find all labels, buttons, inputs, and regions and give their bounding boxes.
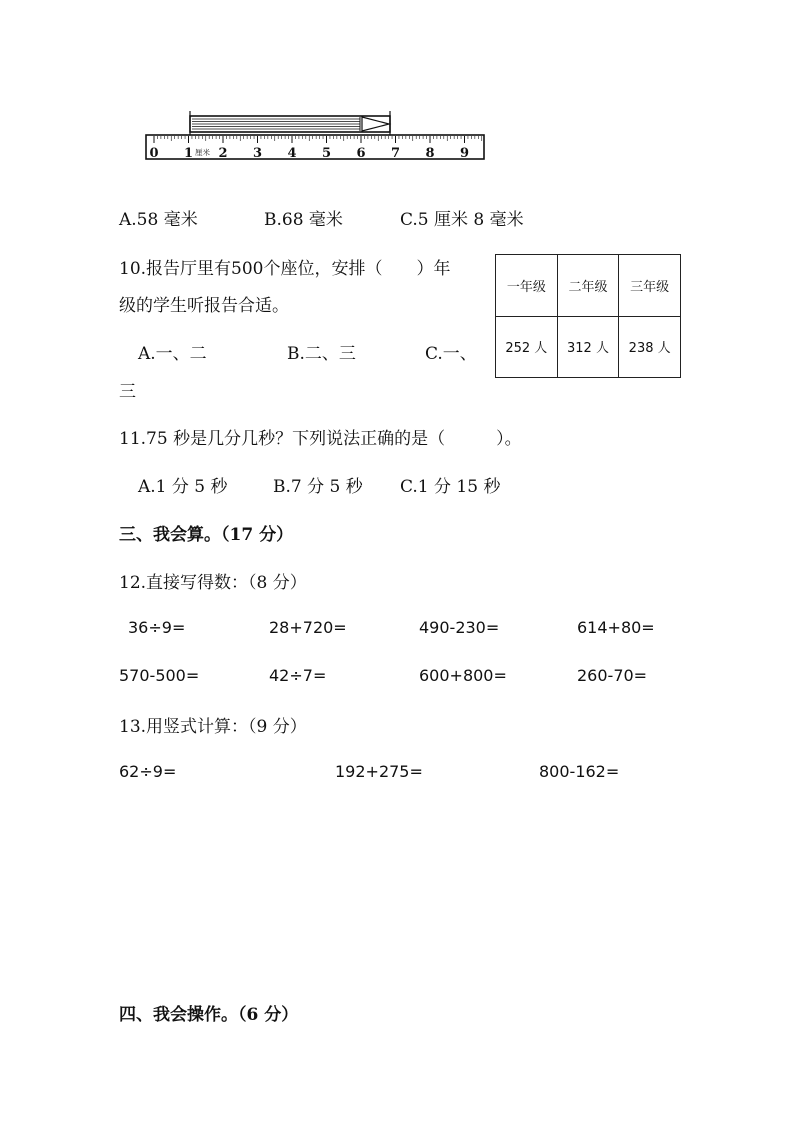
ruler-number: 5 — [321, 146, 332, 161]
ruler-number: 0 — [149, 146, 159, 161]
q12-item: 28+720= — [269, 618, 347, 637]
grade-value-2: 312 人 — [557, 316, 619, 378]
q9-option-c: C.5 厘米 8 毫米 — [400, 210, 524, 230]
grade-table — [495, 254, 681, 378]
ruler-unit-label: 厘米 — [195, 148, 210, 157]
q10-option-a: A.一、二 — [138, 344, 207, 364]
grade-value-1: 252 人 — [496, 316, 558, 378]
q12-item: 600+800= — [419, 666, 507, 685]
q10-option-c: C.一、 — [425, 344, 477, 364]
q10-question-line2: 级的学生听报告合适。 — [119, 296, 289, 316]
grade-header-2: 二年级 — [557, 255, 619, 317]
grade-header-1: 一年级 — [496, 255, 558, 317]
q10-option-b: B.二、三 — [287, 344, 356, 364]
grade-value-3: 238 人 — [619, 316, 681, 378]
section-4-title: 四、我会操作。（6 分） — [119, 1005, 299, 1025]
q12-item: 490-230= — [419, 618, 500, 637]
q12-item: 36÷9= — [128, 618, 186, 637]
q13-item: 192+275= — [335, 762, 423, 781]
ruler-number: 1 — [183, 146, 194, 161]
ruler-number: 9 — [459, 146, 470, 161]
q13-title: 13.用竖式计算：（9 分） — [119, 717, 307, 737]
q10-option-c-continued: 三 — [119, 382, 136, 402]
ruler-number: 7 — [390, 146, 401, 161]
ruler-number: 3 — [252, 146, 263, 161]
ruler-number: 6 — [356, 146, 366, 161]
q11-option-c: C.1 分 15 秒 — [400, 477, 501, 497]
q9-option-b: B.68 毫米 — [264, 210, 343, 230]
pencil — [190, 111, 390, 136]
q9-option-a: A.58 毫米 — [119, 210, 198, 230]
q11-question: 11.75 秒是几分几秒？下列说法正确的是（ ）。 — [119, 429, 522, 449]
q11-option-b: B.7 分 5 秒 — [273, 477, 363, 497]
ruler-number: 4 — [287, 146, 297, 161]
q12-item: 614+80= — [577, 618, 655, 637]
grade-table-value-row — [496, 316, 681, 378]
q12-item: 260-70= — [577, 666, 648, 685]
ruler-number: 2 — [218, 146, 228, 161]
ruler-with-pencil-figure — [140, 108, 490, 164]
ruler — [146, 135, 484, 161]
q12-item: 570-500= — [119, 666, 200, 685]
q13-item: 62÷9= — [119, 762, 177, 781]
grade-table-header-row — [496, 255, 681, 317]
q12-title: 12.直接写得数：（8 分） — [119, 573, 307, 593]
q10-question-line1: 10.报告厅里有500个座位，安排（ ）年 — [119, 259, 451, 279]
section-3-title: 三、我会算。（17 分） — [119, 525, 294, 545]
grade-header-3: 三年级 — [619, 255, 681, 317]
q12-item: 42÷7= — [269, 666, 327, 685]
q13-item: 800-162= — [539, 762, 620, 781]
q11-option-a: A.1 分 5 秒 — [138, 477, 228, 497]
ruler-number: 8 — [425, 146, 435, 161]
